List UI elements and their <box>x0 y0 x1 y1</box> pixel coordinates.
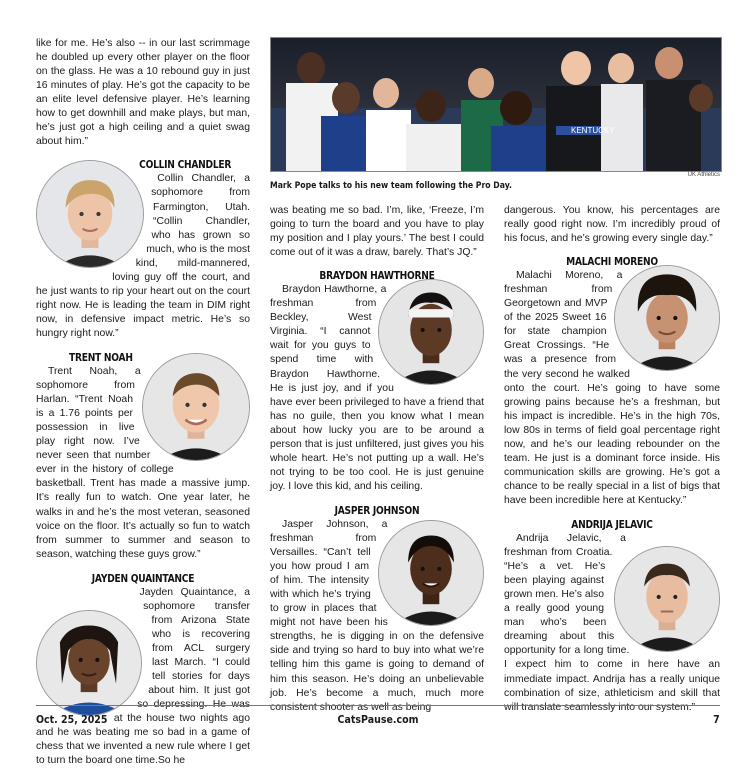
player-chandler <box>36 158 250 341</box>
footer-rule <box>36 705 720 706</box>
column-2 <box>270 204 484 715</box>
team-huddle-photo-icon <box>271 38 721 171</box>
chandler-portrait <box>36 160 144 268</box>
chandler-photo-icon <box>37 161 143 267</box>
moreno-portrait <box>614 265 720 371</box>
noah-portrait <box>142 353 250 461</box>
jelavic-text: Andrija Jelavic, a freshman from Croatia. “He’s a vet. He’s been playing against grown men. He’s also a really good young man who’s been dreaming about this opportunity for a long time. I expect him to come in here have an immediate impact. Andrija has a really unique combination of size, athleticism and skill that will translate seamlessly into our system.” <box>504 533 720 713</box>
jersey-text: KENTUCKY <box>571 126 615 135</box>
hawthorne-photo-icon <box>379 280 483 384</box>
hawthorne-portrait <box>378 279 484 385</box>
noah-text: Trent Noah, a sophomore from Harlan. “Trent Noah is a 1.76 points per possession in live play right now. I’ve never seen that number ever in the history of college basketball. Trent has made a massive jump. It’s really fun to watch. One year later, he walks in and he’s the most veteran, seasoned voice on the floor. It’s actually so fun to watch from summer to summer and season to season, watching these guys grow.” <box>36 366 250 560</box>
quaintance-name: JAYDEN QUAINTANCE <box>91 572 195 585</box>
johnson-name: JASPER JOHNSON <box>334 504 420 517</box>
noah-photo-icon <box>143 354 249 460</box>
hawthorne-text: Braydon Hawthorne, a freshman from Beckley, West Virginia. “I cannot wait for you guys to spend time with Braydon Hawthorne. He is just joy, and if you have ever been privileged to have a friend that has no guile, then you know what I mean about how lucky you are to be around a person that is just unfiltered, just gives you his whole heart. He’s not putting up a wall. He’s not trying to be too cool. He is just genuine joy. I love this kid, and his ceiling. <box>270 284 484 492</box>
quaintance-photo-icon <box>37 611 141 715</box>
column-3 <box>504 204 720 715</box>
col3-intro-text: dangerous. You know, his percentages are really good right now. I’m incredibly proud of his focus, and he’s growing every single day.” <box>504 205 720 245</box>
jelavic-photo-icon <box>615 547 719 651</box>
johnson-photo-icon <box>379 521 483 625</box>
quaintance-text: Jayden Quaintance, a sophomore transfer from Arizona State who is recovering from ACL surgery last March. “I could tell stories for days about him. It just got so depressing. He was at the house two nights ago and he was beating me so bad in a game of chess that we invented a new rule where I get to turn the board one time.So he <box>36 586 250 767</box>
jelavic-portrait <box>614 546 720 652</box>
moreno-text: Malachi Moreno, a freshman from Georgetown and MVP of the 2025 Sweet 16 for state champion Great Crossings. “He was a presence from the very second he walked onto the court. He’s going to have some growing pains because he’s a freshman, but his impact is incredible. He’s in the high 70s, low 80s in terms of field goal percentage right now, and he’s our leading rebounder on the team. He just is a dominant force inside. His communication skills are growing. He’s got a chance to be really special in a list of bigs that have been incredible here at Kentucky.” <box>504 270 720 506</box>
footer-site: CatsPause.com <box>337 713 419 726</box>
jelavic-name: ANDRIJA JELAVIC <box>571 518 653 531</box>
johnson-portrait <box>378 520 484 626</box>
player-johnson <box>270 504 484 715</box>
johnson-text: Jasper Johnson, a freshman from Versailles. “Can’t tell you how proud I am of him. The intensity with which he’s trying to grow in places that might not have been his strengths, he is digging in on the defensive side and trying so hard to buy into what we’re telling him this game is going to demand of him this season. He’s doing an unbelievable job. He’s become a much, much more consistent shooter as well as being <box>270 518 484 713</box>
noah-name: TRENT NOAH <box>69 351 133 364</box>
player-quaintance <box>36 572 250 768</box>
team-photo <box>270 37 722 172</box>
photo-credit: UK Athletics <box>687 172 720 178</box>
photo-caption: Mark Pope talks to his new team following the Pro Day. <box>270 181 512 191</box>
player-noah <box>36 351 250 562</box>
col1-intro-text: like for me. He’s also -- in our last scrimmage he doubled up every other player on the floor on the glass. He was a 10 rebound guy in just 16 minutes of play. He’s got the capacity to be an elite level defensive player. He’s learning how to get downhill and make plays, but man, he’s just got a high ceiling and a quiet swag about him.” <box>36 38 250 148</box>
player-jelavic <box>504 518 720 715</box>
chandler-name: COLLIN CHANDLER <box>139 159 232 172</box>
quaintance-portrait <box>36 610 142 716</box>
player-moreno <box>504 255 720 508</box>
col2-intro-text: was beating me so bad. I’m, like, ‘Freeze, I’m going to turn the board and you have to play my position and I play yours.’ The best I could come out of it was a draw, barely. That’s JQ.” <box>270 205 484 259</box>
column-1 <box>36 37 250 768</box>
chandler-text: Collin Chandler, a sophomore from Farmington, Utah. “Collin Chandler, who has grown so much, who is the most kind, mild-mannered, loving guy off the court, and he just wants to rip your heart out on the court right now. He is leading the team in DIM right now, in defensive impact metric. He’s so hungry right now.” <box>36 173 250 339</box>
moreno-photo-icon <box>615 266 719 370</box>
footer-page-number: 7 <box>713 713 720 726</box>
footer-date: Oct. 25, 2025 <box>36 713 108 726</box>
hawthorne-name: BRAYDON HAWTHORNE <box>319 270 435 283</box>
moreno-name: MALACHI MORENO <box>566 256 658 269</box>
player-hawthorne <box>270 269 484 494</box>
